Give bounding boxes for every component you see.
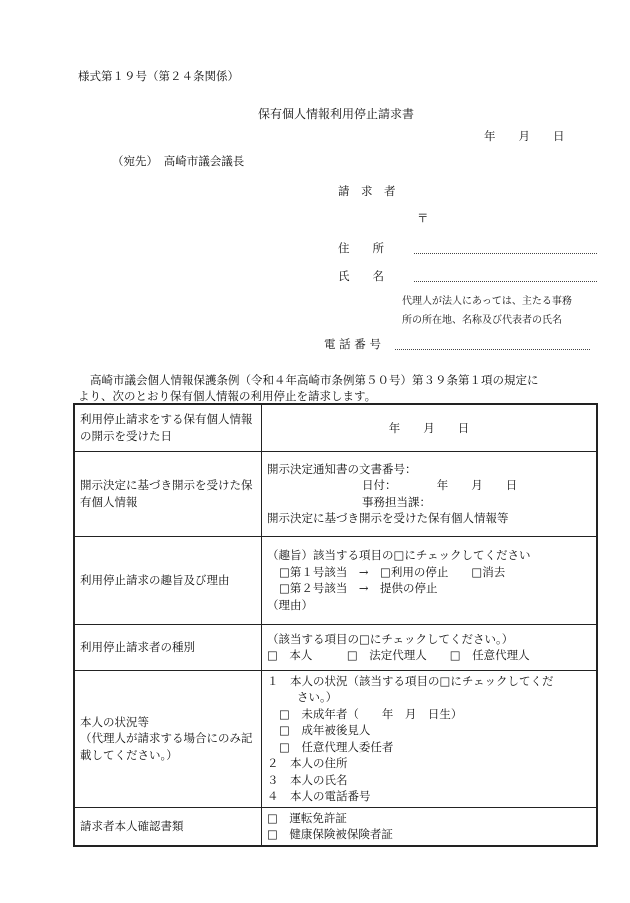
row-disclosure-date bbox=[74, 404, 597, 451]
value-disclosed-info[interactable] bbox=[262, 451, 598, 536]
status-item-1: １ 本人の状況（該当する項目の□にチェックしてくだ bbox=[267, 673, 554, 688]
department-line: 事務担当課： bbox=[362, 494, 431, 509]
id-health-insurance[interactable]: □ 健康保険被保険者証 bbox=[267, 827, 393, 841]
status-adult-ward[interactable]: □ 成年被後見人 bbox=[279, 723, 371, 737]
id-drivers-license[interactable]: □ 運転免許証 bbox=[267, 810, 347, 825]
value-id-documents[interactable] bbox=[262, 807, 598, 846]
value-principal-status[interactable] bbox=[262, 670, 598, 807]
doc-number-line: 開示決定通知書の文書番号： bbox=[267, 461, 417, 476]
row-purpose-reason bbox=[74, 536, 597, 624]
value-disclosure-date[interactable]: 年 月 日 bbox=[262, 404, 598, 451]
phone-field[interactable] bbox=[395, 349, 590, 350]
row-disclosed-info bbox=[74, 451, 597, 536]
date-line-field: 日付： 年 月 日 bbox=[362, 478, 518, 492]
label-principal-status-note: （代理人が請求する場合にのみ記載してください。） bbox=[80, 731, 253, 762]
representative-note-2: 所の所在地、名称及び代表者の氏名 bbox=[402, 315, 562, 326]
label-disclosed-info: 開示決定に基づき開示を受けた保有個人情報 bbox=[74, 451, 262, 536]
name-label: 氏 名 bbox=[338, 269, 384, 283]
type-instruction: （該当する項目の□にチェックしてください。） bbox=[267, 631, 514, 646]
principal-name-item: ３ 本人の氏名 bbox=[267, 772, 348, 787]
label-purpose-reason: 利用停止請求の趣旨及び理由 bbox=[74, 536, 262, 624]
status-item-1-cont: さい。） bbox=[297, 690, 338, 704]
value-purpose-reason[interactable] bbox=[262, 536, 598, 624]
postal-mark: 〒 bbox=[417, 211, 429, 225]
label-disclosure-date: 利用停止請求をする保有個人情報の開示を受けた日 bbox=[74, 404, 262, 451]
reason-label: （理由） bbox=[267, 597, 313, 612]
label-principal-status-title: 本人の状況等 bbox=[80, 714, 149, 729]
row-principal-status bbox=[74, 670, 597, 807]
label-principal-status bbox=[74, 670, 262, 807]
purpose-instruction: （趣旨）該当する項目の□にチェックしてください bbox=[267, 548, 531, 562]
request-form-table bbox=[73, 403, 598, 847]
label-id-documents: 請求者本人確認書類 bbox=[74, 807, 262, 846]
phone-label: 電 話 番 号 bbox=[324, 337, 381, 351]
intro-line-1: 高崎市議会個人情報保護条例（令和４年高崎市条例第５０号）第３９条第１項の規定に bbox=[90, 373, 539, 387]
requester-heading: 請 求 者 bbox=[338, 184, 396, 198]
disclosed-info-line: 開示決定に基づき開示を受けた保有個人情報等 bbox=[267, 511, 509, 525]
form-number: 様式第１９号（第２４条関係） bbox=[78, 69, 239, 83]
value-requester-type[interactable] bbox=[262, 624, 598, 670]
address-field[interactable] bbox=[414, 253, 597, 254]
intro-line-2: より、次のとおり保有個人情報の利用停止を請求します。 bbox=[78, 389, 377, 403]
name-field[interactable] bbox=[414, 281, 597, 282]
principal-phone-item: ４ 本人の電話番号 bbox=[267, 789, 371, 803]
type-options[interactable]: □ 本人 □ 法定代理人 □ 任意代理人 bbox=[267, 648, 530, 662]
page-title: 保有個人情報利用停止請求書 bbox=[258, 107, 415, 121]
addressee: （宛先） 高崎市議会議長 bbox=[112, 154, 245, 168]
status-voluntary-guardian[interactable]: □ 任意代理人委任者 bbox=[279, 739, 394, 754]
address-label: 住 所 bbox=[338, 241, 384, 255]
label-requester-type: 利用停止請求者の種別 bbox=[74, 624, 262, 670]
row-requester-type bbox=[74, 624, 597, 670]
representative-note-1: 代理人が法人にあっては、主たる事務 bbox=[402, 296, 572, 307]
row-id-documents bbox=[74, 807, 597, 846]
option-item-2[interactable]: □第２号該当 → 提供の停止 bbox=[279, 581, 438, 595]
status-minor[interactable]: □ 未成年者（ 年 月 日生） bbox=[279, 706, 463, 721]
option-item-1[interactable]: □第１号該当 → □利用の停止 □消去 bbox=[279, 564, 506, 579]
date-line: 年 月 日 bbox=[484, 129, 565, 143]
principal-address-item: ２ 本人の住所 bbox=[267, 756, 348, 770]
